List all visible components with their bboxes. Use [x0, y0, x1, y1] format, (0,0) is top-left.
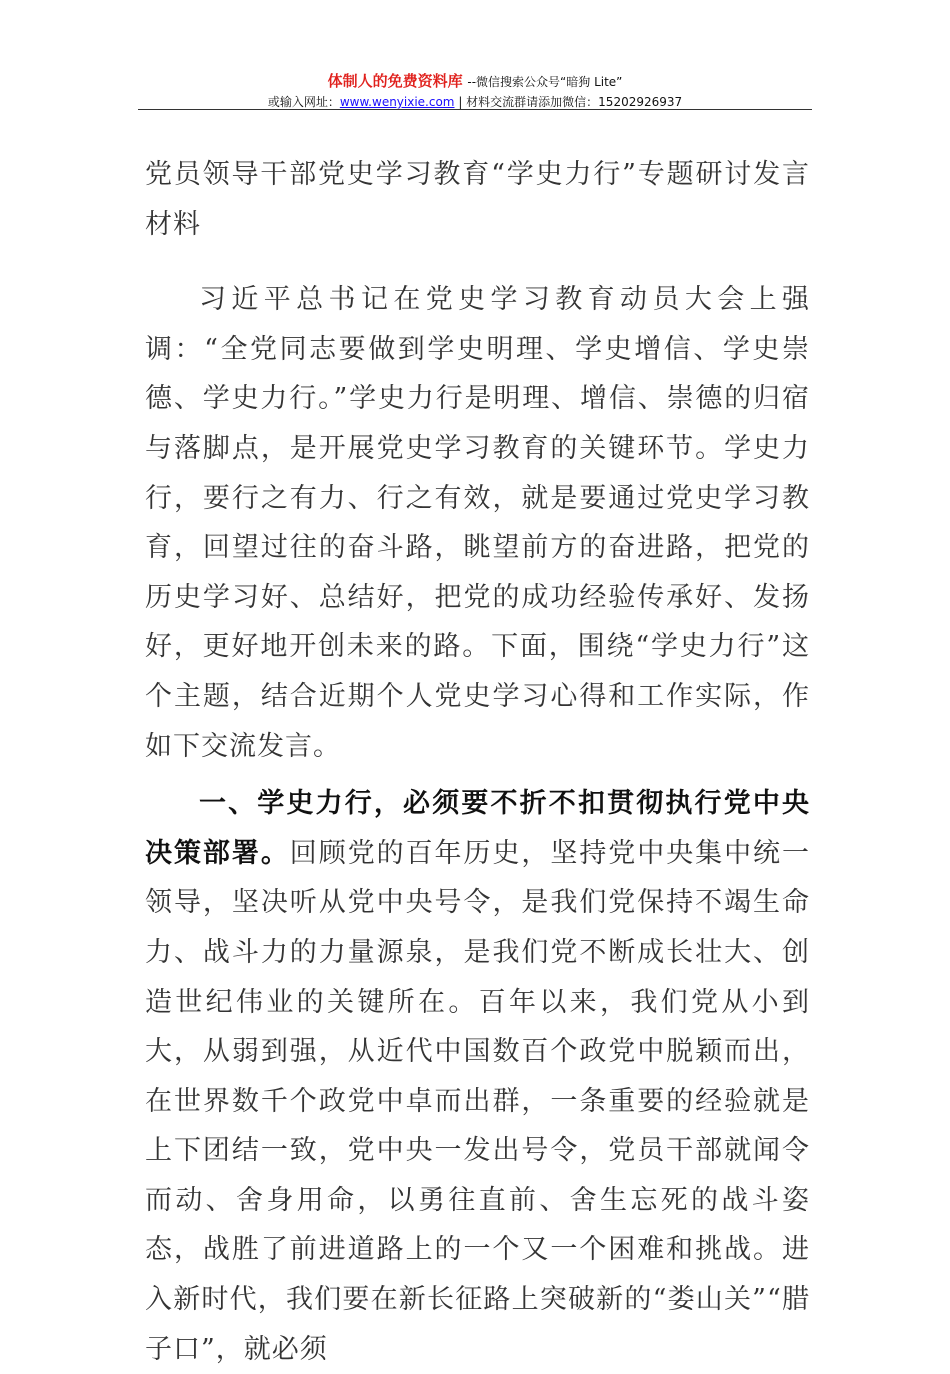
page-header — [140, 70, 810, 111]
section1-paragraph — [145, 779, 810, 1374]
contact-info: | 材料交流群请添加微信：15202926937 — [454, 95, 683, 109]
document-body — [145, 150, 810, 1374]
section1-heading: 一、学史力行，必须要不折不扣贯彻执行党中央决策部署。 — [145, 788, 810, 869]
header-banner — [140, 70, 810, 93]
intro-paragraph: 习近平总书记在党史学习教育动员大会上强调：“全党同志要做到学史明理、学史增信、学史崇德、学史力行。”学史力行是明理、增信、崇德的归宿与落脚点，是开展党史学习教育的关键环节。学史力行，要行之有力、行之有效，就是要通过党史学习教育，回望过往的奋斗路，眺望前方的奋进路，把党的历史学习好、总结好，把党的成功经验传承好、发扬好，更好地开创未来的路。下面，围绕“学史力行”这个主题，结合近期个人党史学习心得和工作实际，作如下交流发言。 — [145, 284, 810, 762]
website-link[interactable]: www.wenyixie.com — [339, 95, 455, 109]
document-title: 党员领导干部党史学习教育“学史力行”专题研讨发言材料 — [145, 159, 810, 240]
brand-name: 体制人的免费资料库 — [327, 72, 463, 90]
header-slogan: --微信搜索公众号“暗狗 Lite” — [467, 75, 623, 89]
url-prefix: 或输入网址： — [267, 95, 340, 109]
header-divider — [138, 109, 812, 110]
section1-body: 回顾党的百年历史，坚持党中央集中统一领导，坚决听从党中央号令，是我们党保持不竭生命力、战斗力的力量源泉，是我们党不断成长壮大、创造世纪伟业的关键所在。百年以来，我们党从小到大，从弱到强，从近代中国数百个政党中脱颖而出，在世界数千个政党中卓而出群，一条重要的经验就是上下团结一致，党中央一发出号令，党员干部就闻令而动、舍身用命，以勇往直前、舍生忘死的战斗姿态，战胜了前进道路上的一个又一个困难和挑战。进入新时代，我们要在新长征路上突破新的“娄山关”“腊子口”，就必须 — [145, 837, 811, 1365]
